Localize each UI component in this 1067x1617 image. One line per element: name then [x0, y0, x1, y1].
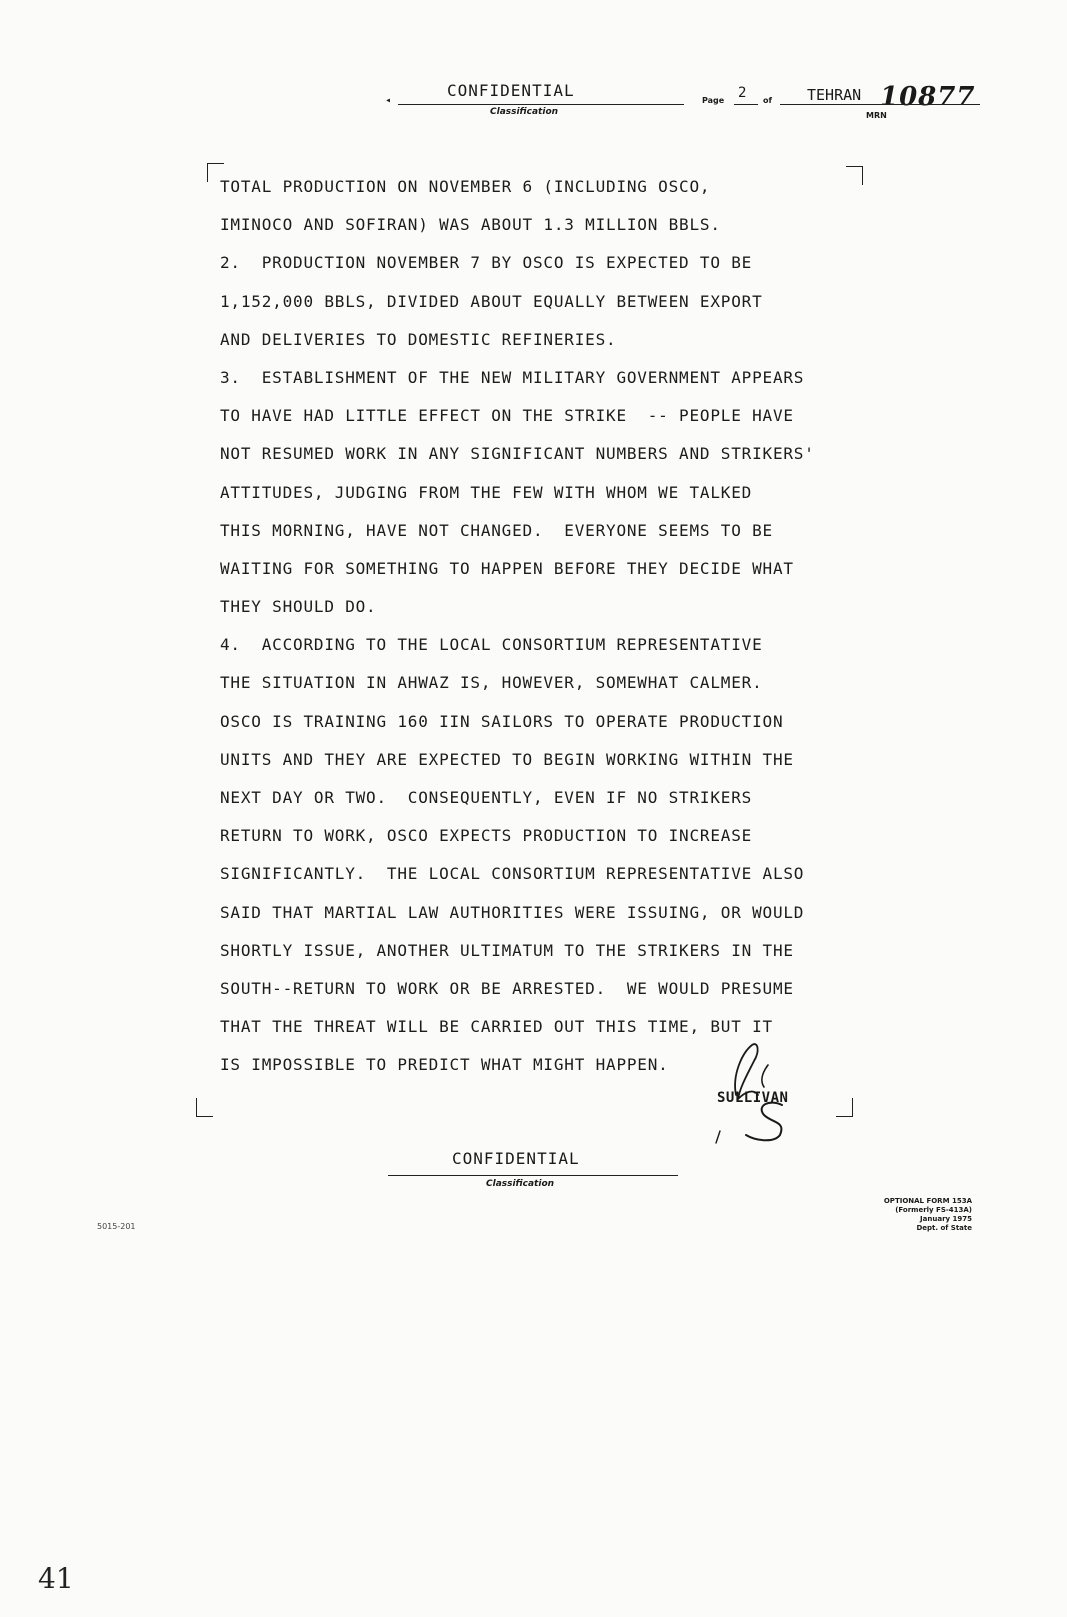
body-line: THIS MORNING, HAVE NOT CHANGED. EVERYONE SEEMS TO BE — [220, 520, 773, 540]
page-number-rule — [734, 104, 758, 105]
bracket-bottom-left — [196, 1098, 213, 1117]
page-number: 2 — [738, 85, 747, 101]
body-line: 3. ESTABLISHMENT OF THE NEW MILITARY GOVERNMENT APPEARS — [220, 367, 805, 387]
footer-classification-rule — [388, 1175, 678, 1176]
body-line: TOTAL PRODUCTION ON NOVEMBER 6 (INCLUDING OSCO, — [220, 177, 711, 196]
signer-name: SULLIVAN — [717, 1090, 789, 1106]
body-line: SAID THAT MARTIAL LAW AUTHORITIES WERE ISSUING, OR WOULD — [220, 902, 805, 922]
form-line: (Formerly FS-413A) — [895, 1206, 972, 1214]
body-line: UNITS AND THEY ARE EXPECTED TO BEGIN WORKING WITHIN THE — [220, 749, 794, 769]
of-caption: of — [763, 96, 772, 105]
body-line: 1,152,000 BBLS, DIVIDED ABOUT EQUALLY BETWEEN EXPORT — [220, 291, 763, 311]
body-line: THEY SHOULD DO. — [220, 597, 377, 617]
bracket-bottom-right — [836, 1098, 853, 1117]
footer-classification: CONFIDENTIAL — [452, 1149, 580, 1168]
body-line: SOUTH--RETURN TO WORK OR BE ARRESTED. WE WOULD PRESUME — [220, 978, 794, 998]
body-line: SHORTLY ISSUE, ANOTHER ULTIMATUM TO THE STRIKERS IN THE — [220, 940, 794, 960]
volume-page-number: 41 — [38, 1562, 74, 1595]
form-line: January 1975 — [920, 1215, 972, 1223]
body-line: SIGNIFICANTLY. THE LOCAL CONSORTIUM REPRESENTATIVE ALSO — [220, 864, 805, 884]
body-line: IS IMPOSSIBLE TO PREDICT WHAT MIGHT HAPPEN. — [220, 1055, 669, 1075]
header-classification: CONFIDENTIAL — [447, 81, 575, 100]
form-identifier — [815, 1197, 972, 1233]
mrn-rule — [780, 104, 980, 105]
body-line: 2. PRODUCTION NOVEMBER 7 BY OSCO IS EXPECTED TO BE — [220, 253, 753, 273]
form-line: OPTIONAL FORM 153A — [883, 1197, 972, 1205]
form-line: Dept. of State — [916, 1224, 972, 1232]
header-classification-caption: Classification — [490, 107, 559, 117]
body-line: OSCO IS TRAINING 160 IIN SAILORS TO OPERATE PRODUCTION — [220, 711, 784, 731]
body-line: TO HAVE HAD LITTLE EFFECT ON THE STRIKE -- PEOPLE HAVE — [220, 406, 794, 426]
post-name: TEHRAN — [807, 86, 862, 104]
telegram-body — [220, 168, 900, 1085]
page-caption: Page — [702, 96, 725, 105]
body-line: IMINOCO AND SOFIRAN) WAS ABOUT 1.3 MILLION BBLS. — [220, 215, 721, 235]
stock-number: 5015-201 — [97, 1222, 136, 1231]
footer-classification-caption: Classification — [486, 1179, 555, 1189]
header-classification-rule — [398, 104, 684, 105]
body-line: AND DELIVERIES TO DOMESTIC REFINERIES. — [220, 329, 617, 349]
handwritten-message-number: 10877 — [880, 82, 976, 112]
body-line: NEXT DAY OR TWO. CONSEQUENTLY, EVEN IF NO STRIKERS — [220, 788, 753, 807]
body-line: NOT RESUMED WORK IN ANY SIGNIFICANT NUMBERS AND STRIKERS' — [220, 444, 815, 464]
body-line: WAITING FOR SOMETHING TO HAPPEN BEFORE THEY DECIDE WHAT — [220, 558, 794, 578]
body-line: THAT THE THREAT WILL BE CARRIED OUT THIS TIME, BUT IT — [220, 1017, 773, 1037]
body-line: RETURN TO WORK, OSCO EXPECTS PRODUCTION TO INCREASE — [220, 826, 753, 846]
body-line: ATTITUDES, JUDGING FROM THE FEW WITH WHOM WE TALKED — [220, 482, 753, 502]
mrn-caption: MRN — [866, 111, 887, 120]
header-dash: ◂ — [385, 95, 392, 106]
body-line: THE SITUATION IN AHWAZ IS, HOWEVER, SOMEWHAT CALMER. — [220, 673, 763, 693]
body-line: 4. ACCORDING TO THE LOCAL CONSORTIUM REPRESENTATIVE — [220, 635, 763, 655]
